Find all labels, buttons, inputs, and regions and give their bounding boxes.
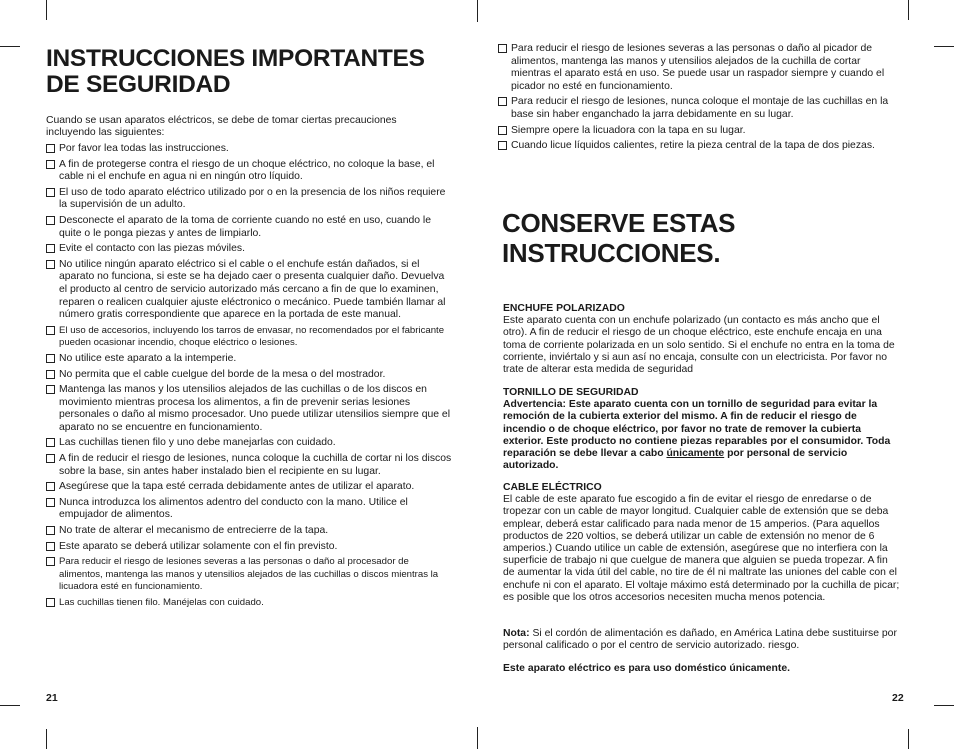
checkbox-bullet-icon [498,126,507,135]
section-heading: TORNILLO DE SEGURIDAD [503,387,639,398]
list-item [46,159,454,184]
crop-mark-top-right-v [908,0,909,20]
list-item [46,187,454,212]
checkbox-bullet-icon [498,97,507,106]
checkbox-bullet-icon [46,557,55,566]
item-text: Este aparato se deberá utilizar solamente con el fin previsto. [59,540,338,552]
checkbox-bullet-icon [46,438,55,447]
warning-text-end: por personal de servicio autorizado. [503,448,848,472]
page-title-right [502,208,902,268]
list-item [46,437,454,450]
checkbox-bullet-icon [46,326,55,335]
item-text: No utilice ningún aparato eléctrico si el cable o el enchufe están dañados, si el aparato no funciona, si este se ha dejado caer o presenta cualquier daño. Devuelva el producto al centro de servicio autorizado más cercano a fin de que lo examinen, reparen o realicen cualquier ajuste eléctronico o mecánico. Puede también llamar al número gratis correspondiente que aparece en la portada de este manual. [59,258,446,321]
title-line: INSTRUCCIONES IMPORTANTES [46,45,425,72]
safety-list-right [498,43,898,156]
list-item [46,525,454,538]
list-item [498,125,898,138]
list-item [46,259,454,322]
item-text: El uso de accesorios, incluyendo los tarros de envasar, no recomendados por el fabricante pueden ocasionar incendio, choque eléctrico o lesiones. [59,324,445,349]
checkbox-bullet-icon [46,542,55,551]
checkbox-bullet-icon [46,385,55,394]
page-number-right: 22 [892,692,904,704]
item-text: Para reducir el riesgo de lesiones, nunca coloque el montaje de las cuchillas en la base sin haber enganchado la jarra debidamente en su lugar. [511,96,889,120]
crop-mark-top-left-v [46,0,47,20]
checkbox-bullet-icon [46,370,55,379]
list-item [46,325,454,350]
intro-text: Cuando se usan aparatos eléctricos, se debe de tomar ciertas precauciones incluyendo las siguientes: [46,115,397,139]
item-text: Para reducir el riesgo de lesiones severas a las personas o daño al procesador de alimentos, mantenga las manos y utensilios alejados de las cuchillas o discos mientras la licuadora esté en funcionamiento. [59,556,439,593]
checkbox-bullet-icon [46,216,55,225]
crop-mark-bottom-center [477,727,478,749]
checkbox-bullet-icon [46,526,55,535]
list-item [46,353,454,366]
checkbox-bullet-icon [46,498,55,507]
warning-text: Advertencia: Este aparato cuenta con un tornillo de seguridad para evitar la remoción de la cubierta exterior del mismo. A fin de reducir el riesgo de incendio o de choque eléctrico, por favor no trate de remover la cubierta exterior. Este producto no contiene piezas reparables por el consumidor. Toda reparación se debe llevar a cabo [503,399,891,460]
household-use-text: Este aparato eléctrico es para uso doméstico únicamente. [503,663,791,674]
item-text: Por favor lea todas las instrucciones. [59,143,229,154]
note-text: Si el cordón de alimentación es dañado, en América Latina debe sustituirse por personal calificado o por el centro de servicio autorizado. riesgo. [503,628,897,652]
checkbox-bullet-icon [46,160,55,169]
item-text: Desconecte el aparato de la toma de corriente cuando no esté en uso, cuando le quite o le ponga piezas y antes de limpiarlo. [59,214,432,239]
list-item [46,497,454,522]
section-text [503,399,901,472]
item-text: Evite el contacto con las piezas móviles. [59,243,245,255]
section-safety-screw [503,387,901,472]
list-item [46,597,454,610]
title-line: CONSERVE ESTAS [502,208,736,238]
crop-mark-top-left-h [0,46,20,47]
section-text: Este aparato cuenta con un enchufe polarizado (un contacto es más ancho que el otro). A fin de reducir el riesgo de un choque eléctrico, este enchufe encaja en una toma de corriente polarizada en un solo sentido. Si el enchufe no entra en la toma de corriente, inviértalo y si aun así no encaja, consulte con un electricista. Por favor no trate de alterar esta medida de seguridad [503,315,895,376]
item-text: El uso de todo aparato eléctrico utilizado por o en la presencia de los niños requiere la supervisión de un adulto. [59,186,446,211]
section-polarized-plug [503,303,901,376]
list-item [46,243,454,256]
page-title-left [46,46,466,98]
item-text: Mantenga las manos y los utensilios alejados de las cuchillas o de los discos en movimiento mientras procesa los alimentos, a fin de prevenir serias lesiones personales o daño al mismo procesador. Uno puede utilizar utensilios siempre que el aparato no se encuentre en funcionamiento. [59,384,451,433]
item-text: Las cuchillas tienen filo. Manéjelas con cuidado. [59,597,264,608]
item-text: Siempre opere la licuadora con la tapa en su lugar. [511,124,746,136]
list-item [46,556,454,594]
crop-mark-top-right-h [934,46,954,47]
crop-mark-bottom-left-h [0,705,20,706]
crop-mark-bottom-left-v [46,729,47,749]
list-item [46,215,454,240]
list-item [46,453,454,478]
checkbox-bullet-icon [46,354,55,363]
item-text: A fin de protegerse contra el riesgo de un choque eléctrico, no coloque la base, el cable ni el enchufe en agua ni en ningún otro líquido. [59,158,435,183]
title-line: DE SEGURIDAD [46,71,231,98]
crop-mark-top-center [477,0,478,22]
crop-mark-bottom-right-h [934,705,954,706]
checkbox-bullet-icon [46,454,55,463]
section-power-cord [503,482,901,604]
checkbox-bullet-icon [46,482,55,491]
checkbox-bullet-icon [46,598,55,607]
note-paragraph [503,628,901,652]
title-line: INSTRUCCIONES. [502,238,721,268]
list-item [498,43,898,93]
safety-list-left [46,143,454,613]
crop-mark-bottom-right-v [908,729,909,749]
item-text: No permita que el cable cuelgue del borde de la mesa o del mostrador. [59,368,386,380]
list-item [46,384,454,434]
list-item [46,369,454,382]
page-number-left: 21 [46,692,58,704]
note-label: Nota: [503,628,530,639]
item-text: Para reducir el riesgo de lesiones severas a las personas o daño al picador de alimentos, mantenga las manos y utensilios alejados de la cuchilla de cortar mientras el aparato está en uso. Se puede usar un raspador siempre y cuando el picador no esté en funcionamiento. [511,43,885,92]
list-item [498,140,898,153]
list-item [498,96,898,121]
checkbox-bullet-icon [498,44,507,53]
checkbox-bullet-icon [46,144,55,153]
section-heading: ENCHUFE POLARIZADO [503,303,625,314]
list-item [46,143,454,156]
checkbox-bullet-icon [46,260,55,269]
section-heading: CABLE ELÉCTRICO [503,482,602,493]
item-text: No utilice este aparato a la intemperie. [59,352,237,364]
item-text: Asegúrese que la tapa esté cerrada debidamente antes de utilizar el aparato. [59,481,415,493]
item-text: Las cuchillas tienen filo y uno debe manejarlas con cuidado. [59,437,336,449]
emphasis-text: únicamente [666,448,725,460]
checkbox-bullet-icon [46,188,55,197]
section-text: El cable de este aparato fue escogido a fin de evitar el riesgo de enredarse o de tropezar con un cable de mayor longitud. Cualquier cable de extensión que se deba emplear, deberá estar calificado para nada menor de 15 amperios. (Para aquellos productos de 220 voltios, se deberá utilizar un cable de extensión no menor de 6 amperios.) Cuando utilice un cable de extensión, asegúrese que no interfiera con la superficie de trabajo ni que cuelgue de manera que alguien se pueda tropezar. A fin de aumentar la vida útil del cable, no tire de él ni maltrate las uniones del cable con el enchufe ni con el aparato. El voltaje máximo está determinado por la cuchilla de picar; es posible que los otros accesorios necesiten mucha menos potencia. [503,494,900,603]
item-text: Cuando licue líquidos calientes, retire la pieza central de la tapa de dos piezas. [511,140,875,152]
item-text: No trate de alterar el mecanismo de entrecierre de la tapa. [59,525,329,537]
checkbox-bullet-icon [498,141,507,150]
list-item [46,541,454,554]
item-text: A fin de reducir el riesgo de lesiones, nunca coloque la cuchilla de cortar ni los discos sobre la base, sin antes haber instalado bien el recipiente en su lugar. [59,453,452,477]
checkbox-bullet-icon [46,244,55,253]
item-text: Nunca introduzca los alimentos adentro del conducto con la mano. Utilice el empujador de alimentos. [59,496,408,521]
list-item [46,481,454,494]
